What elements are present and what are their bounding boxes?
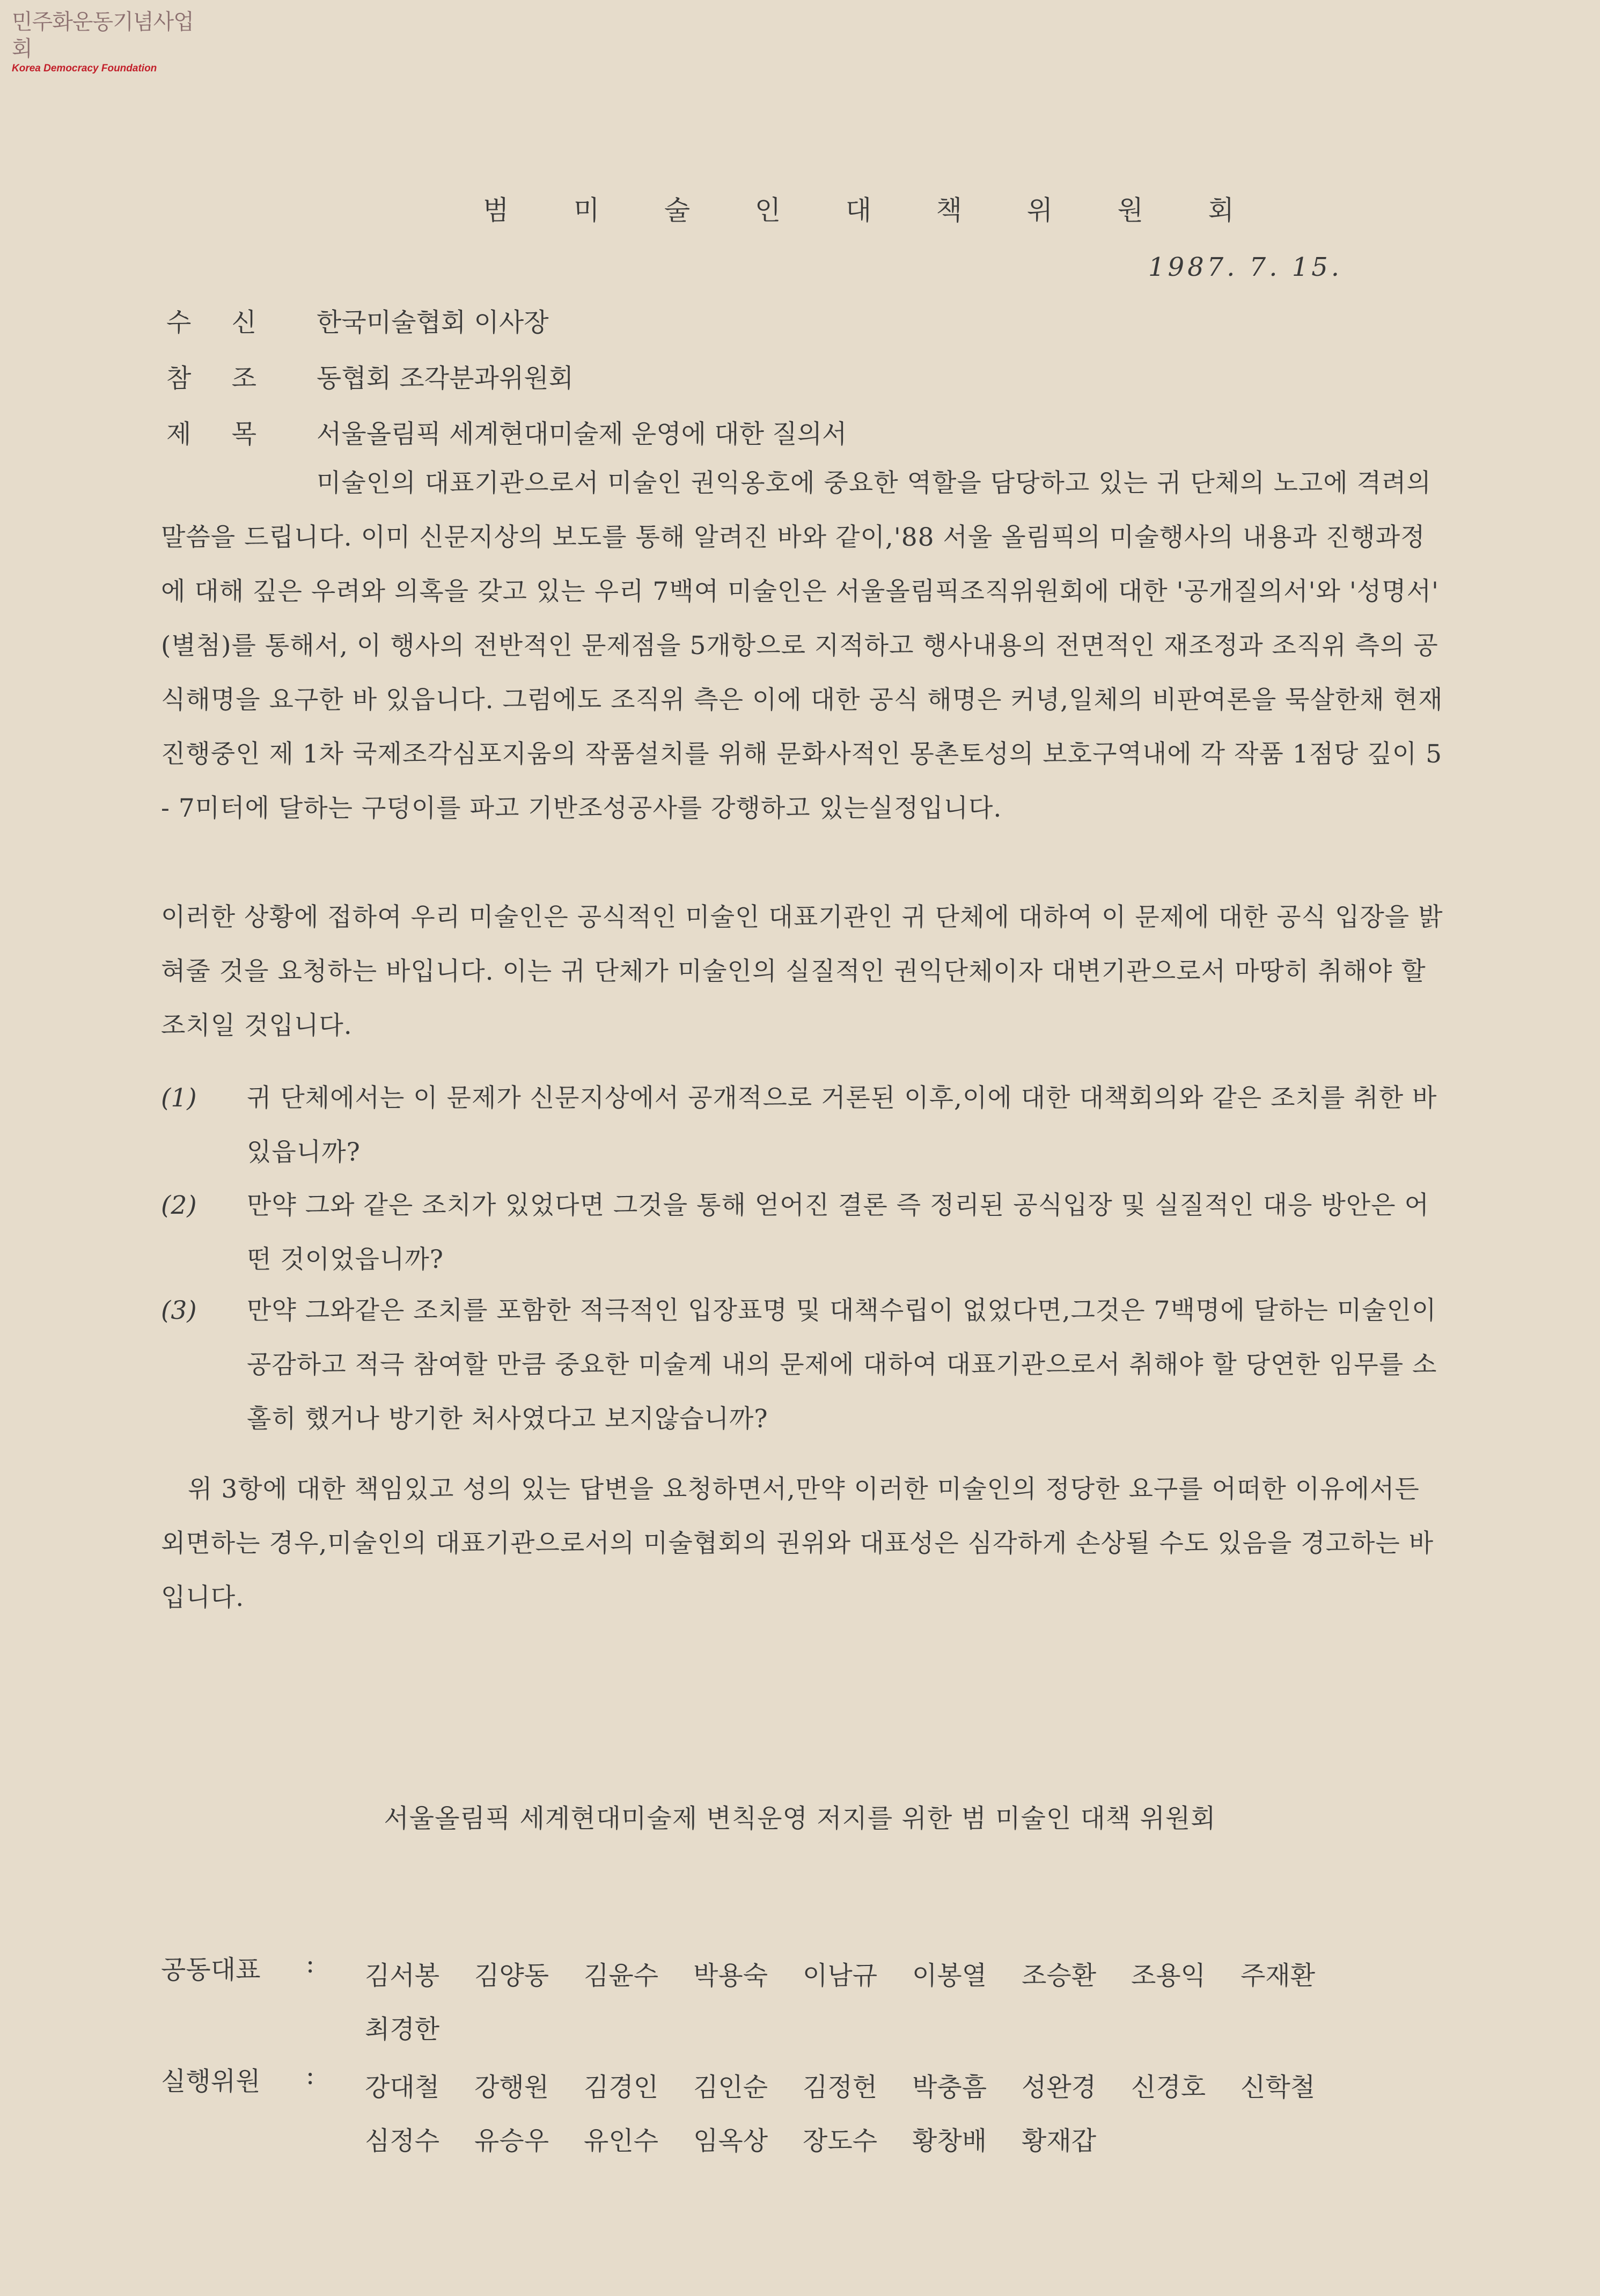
watermark-logo — [12, 9, 205, 75]
recipient-row — [166, 302, 549, 339]
title-char: 회 — [1208, 195, 1234, 226]
reference-row — [166, 357, 574, 394]
subject-value: 서울올림픽 세계현대미술제 운영에 대한 질의서 — [317, 419, 847, 449]
committee-signature: 서울올림픽 세계현대미술제 변칙운영 저지를 위한 범 미술인 대책 위원회 — [384, 1803, 1216, 1833]
member-name: 심정수 — [365, 2126, 440, 2156]
co-representatives-colon: : — [306, 1949, 315, 1979]
question-text: 귀 단체에서는 이 문제가 신문지상에서 공개적으로 거론된 이후,이에 대한 대책회의와 같은 조치를 취한 바 있읍니까? — [247, 1083, 1437, 1167]
member-name: 김경인 — [584, 2072, 659, 2102]
member-name: 장도수 — [803, 2126, 878, 2156]
document-title — [483, 189, 1234, 228]
recipient-label: 수 신 — [166, 307, 273, 338]
question-1 — [161, 1071, 1449, 1179]
subject-row — [166, 413, 847, 450]
executive-members-colon: : — [306, 2060, 315, 2090]
co-representatives-label: 공동대표 — [161, 1955, 261, 1985]
member-name: 황재갑 — [1022, 2126, 1097, 2156]
member-name: 김정헌 — [803, 2072, 878, 2102]
title-char: 술 — [664, 195, 691, 226]
reference-value: 동협회 조각분과위원회 — [317, 363, 574, 393]
question-number: (2) — [161, 1191, 197, 1220]
title-char: 인 — [754, 195, 781, 226]
reference-label: 참 조 — [166, 363, 273, 393]
question-number: (1) — [161, 1083, 197, 1113]
member-name: 주재환 — [1241, 1961, 1316, 1991]
member-name: 유승우 — [474, 2126, 549, 2156]
recipient-value: 한국미술협회 이사장 — [317, 307, 549, 338]
member-name: 김인순 — [693, 2072, 768, 2102]
title-char: 책 — [936, 195, 963, 226]
member-name: 성완경 — [1022, 2072, 1097, 2102]
co-representatives-names — [365, 1949, 1492, 2056]
executive-members-label: 실행위원 — [161, 2066, 261, 2096]
member-name: 이남규 — [803, 1961, 878, 1991]
member-name: 조승환 — [1022, 1961, 1097, 1991]
member-name: 최경한 — [365, 2014, 440, 2044]
member-name: 임옥상 — [693, 2126, 768, 2156]
subject-label: 제 목 — [166, 419, 273, 449]
question-text: 만약 그와 같은 조치가 있었다면 그것을 통해 얻어진 결론 즉 정리된 공식입장 및 실질적인 대응 방안은 어떤 것이었읍니까? — [247, 1191, 1429, 1274]
closing-paragraph: 위 3항에 대한 책임있고 성의 있는 답변을 요청하면서,만약 이러한 미술인의 정당한 요구를 어떠한 이유에서든 외면하는 경우,미술인의 대표기관으로서의 미술협회의 권위와 대표성은 심각하게 손상될 수도 있음을 경고하는 바입니다. — [161, 1475, 1434, 1612]
executive-members-names — [365, 2060, 1492, 2168]
title-char: 대 — [845, 195, 872, 226]
member-name: 이봉열 — [912, 1961, 987, 1991]
question-number: (3) — [161, 1296, 197, 1325]
title-char: 범 — [483, 195, 509, 226]
member-name: 유인수 — [584, 2126, 659, 2156]
member-name: 김양동 — [474, 1961, 549, 1991]
question-3 — [161, 1283, 1449, 1446]
title-char: 위 — [1026, 195, 1053, 226]
member-name: 조용익 — [1131, 1961, 1206, 1991]
member-name: 김서봉 — [365, 1961, 440, 1991]
document-date: 1987. 7. 15. — [1148, 252, 1343, 282]
member-name: 김윤수 — [584, 1961, 659, 1991]
question-2 — [161, 1178, 1449, 1287]
member-name: 박용숙 — [693, 1961, 768, 1991]
member-name: 강행원 — [474, 2072, 549, 2102]
title-char: 원 — [1117, 195, 1143, 226]
question-text: 만약 그와같은 조치를 포함한 적극적인 입장표명 및 대책수립이 없었다면,그것은 7백명에 달하는 미술인이 공감하고 적극 참여할 만큼 중요한 미술계 내의 문제에 대하여 대표기관으로서 취해야 할 당연한 임무를 소홀히 했거나 방기한 처사였다고 보지않습니까? — [247, 1296, 1437, 1434]
member-name: 신학철 — [1241, 2072, 1316, 2102]
body-paragraph-2: 이러한 상황에 접하여 우리 미술인은 공식적인 미술인 대표기관인 귀 단체에 대하여 이 문제에 대한 공식 입장을 밝혀줄 것을 요청하는 바입니다. 이는 귀 단체가 미술인의 실질적인 권익단체이자 대변기관으로서 마땅히 취해야 할 조치일 것입니다. — [161, 903, 1443, 1040]
member-name: 황창배 — [912, 2126, 987, 2156]
title-char: 미 — [573, 195, 600, 226]
watermark-korean: 민주화운동기념사업회 — [12, 10, 194, 61]
member-name: 강대철 — [365, 2072, 440, 2102]
body-paragraph-1: 미술인의 대표기관으로서 미술인 권익옹호에 중요한 역할을 담당하고 있는 귀 단체의 노고에 격려의 말씀을 드립니다. 이미 신문지상의 보도를 통해 알려진 바와 같이,'88 서울 올림픽의 미술행사의 내용과 진행과정에 대해 깊은 우려와 의혹을 갖고 있는 우리 7백여 미술인은 서울올림픽조직위원회에 대한 '공개질의서'와 '성명서' (별첨)를 통해서, 이 행사의 전반적인 문제점을 5개항으로 지적하고 행사내용의 전면적인 재조정과 조직위 측의 공식해명을 요구한 바 있읍니다. 그럼에도 조직위 측은 이에 대한 공식 해명은 커녕,일체의 비판여론을 묵살한채 현재 진행중인 제 1차 국제조각심포지움의 작품설치를 위해 문화사적인 몽촌토성의 보호구역내에 각 작품 1점당 깊이 5 - 7미터에 달하는 구덩이를 파고 기반조성공사를 강행하고 있는실정입니다. — [161, 468, 1443, 823]
watermark-english: Korea Democracy Foundation — [12, 63, 157, 74]
member-name: 신경호 — [1131, 2072, 1206, 2102]
member-name: 박충흠 — [912, 2072, 987, 2102]
